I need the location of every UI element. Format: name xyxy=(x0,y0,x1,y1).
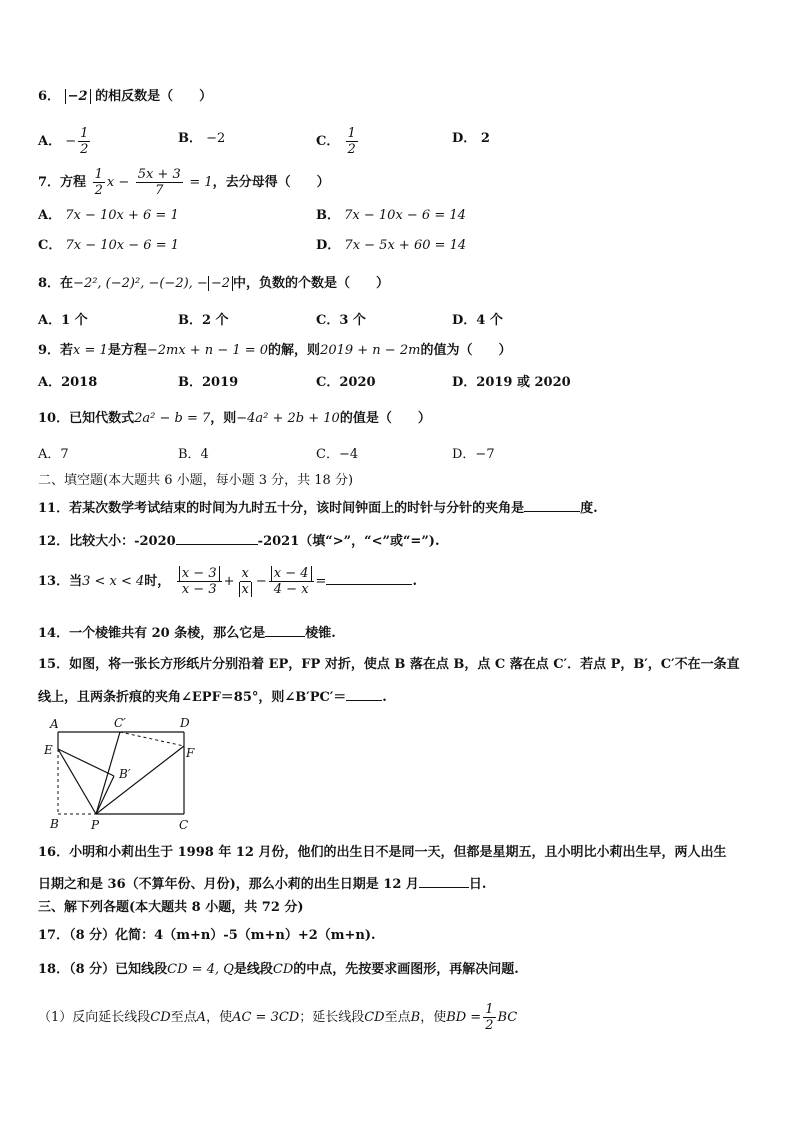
option-label: B． xyxy=(316,208,340,223)
q18-number: 18．（8 分）已知线段 xyxy=(38,962,168,977)
q9-option-a: A．2018 xyxy=(38,375,98,390)
q13-fraction-3 xyxy=(269,566,314,597)
eq: AC = 3CD xyxy=(232,1010,300,1025)
option-label: D． xyxy=(316,238,341,253)
q14-answer-blank[interactable] xyxy=(265,622,305,637)
q6-option-d xyxy=(452,129,490,149)
value: 7x − 10x − 6 = 1 xyxy=(65,238,179,253)
label-f: F xyxy=(186,746,195,760)
q14 xyxy=(38,622,336,644)
label-e: E xyxy=(44,743,53,757)
q18-1-pre: （1）反向延长线段 xyxy=(38,1010,151,1025)
abs: x − 3 xyxy=(179,566,220,581)
q10-option-c: C．−4 xyxy=(316,447,359,462)
seg: CD xyxy=(364,1010,385,1025)
q18-given: CD = 4, Q xyxy=(167,962,234,977)
q11-answer-blank[interactable] xyxy=(524,497,580,512)
num: 1 xyxy=(347,126,356,141)
q6-option-b xyxy=(178,129,225,149)
q6-number: 6． xyxy=(38,89,61,104)
q16-line2 xyxy=(38,873,486,895)
q16-post: 日. xyxy=(468,877,487,892)
q6-c-fraction xyxy=(346,126,358,157)
q10-given: 2a² − b = 7 xyxy=(134,411,211,426)
den: 4 − x xyxy=(273,582,309,597)
q10-option-a: A．7 xyxy=(38,447,69,462)
num: 1 xyxy=(485,1002,494,1017)
option-label: D． xyxy=(452,131,477,146)
q15-line2 xyxy=(38,686,387,708)
q9-stem xyxy=(38,341,511,361)
label-d: D xyxy=(180,716,190,730)
q9-mid2: 的解，则 xyxy=(268,343,321,358)
q12-answer-blank[interactable] xyxy=(176,530,258,545)
q8-option-c: C．3 个 xyxy=(316,313,366,328)
q7-option-b xyxy=(316,206,466,226)
den: 2 xyxy=(485,1018,494,1033)
section-heading-fill-in: 二、填空题(本大题共 6 小题，每小题 3 分，共 18 分) xyxy=(38,473,354,488)
value: 7x − 10x − 6 = 14 xyxy=(344,208,466,223)
q7-option-d xyxy=(316,236,466,256)
text: 至点 xyxy=(384,1010,411,1025)
q13-range: 3 < x < 4 xyxy=(82,574,145,589)
option-label: C． xyxy=(316,134,340,149)
eq: BD = xyxy=(446,1010,482,1025)
q8-stem-text: 中，负数的个数是（ ） xyxy=(233,276,390,291)
value: 7x − 10x + 6 = 1 xyxy=(65,208,179,223)
q9-number: 9．若 xyxy=(38,343,74,358)
point: A xyxy=(196,1010,207,1025)
q9-eqn: −2mx + n − 1 = 0 xyxy=(146,343,269,358)
q7-option-c xyxy=(38,236,179,256)
q10-option-d: D．−7 xyxy=(452,447,495,462)
q12-post: -2021（填“>”，“<”或“=”). xyxy=(257,534,440,549)
fold-fp xyxy=(96,746,184,814)
q8-stem xyxy=(38,274,389,294)
q7-number: 7．方程 xyxy=(38,175,87,190)
text: ，使 xyxy=(206,1010,233,1025)
q7-x: x − xyxy=(106,175,130,190)
q6-stem-text: 的相反数是（ ） xyxy=(95,89,213,104)
q8-option-d: D．4 个 xyxy=(452,313,503,328)
q6-abs-value: −2 xyxy=(65,89,91,104)
q16-line1: 16．小明和小莉出生于 1998 年 12 月份，他们的出生日不是同一天，但都是星期五，且小明比小莉出生早，两人出生 xyxy=(38,845,727,860)
q9-expr: 2019 + n − 2m xyxy=(320,343,421,358)
edge-c-prime-f-dashed xyxy=(120,732,184,746)
q12 xyxy=(38,530,439,552)
q16-text: 日期之和是 36（不算年份、月份)，那么小莉的出生日期是 12 月 xyxy=(38,877,419,892)
q9-option-b: B．2019 xyxy=(178,375,239,390)
num: 1 xyxy=(80,126,89,141)
q14-text: 14．一个棱锥共有 20 条棱，那么它是 xyxy=(38,626,266,641)
num xyxy=(177,566,222,582)
label-a: A xyxy=(50,717,59,731)
q10-stem xyxy=(38,409,431,429)
option-label: C． xyxy=(38,238,62,253)
minus: − xyxy=(255,574,267,589)
q13-fraction-2 xyxy=(237,566,254,597)
option-label: A． xyxy=(38,134,62,149)
q15-figure xyxy=(44,714,204,834)
q13-number: 13．当 xyxy=(38,574,83,589)
den: 2 xyxy=(347,142,356,157)
q17: 17．（8 分）化简：4（m+n）-5（m+n）+2（m+n). xyxy=(38,928,376,943)
option-label: B． xyxy=(178,131,202,146)
q13-answer-blank[interactable] xyxy=(326,570,412,585)
q18-1-fraction xyxy=(483,1002,495,1033)
q13-fraction-1 xyxy=(177,566,222,597)
q16-answer-blank[interactable] xyxy=(419,873,469,888)
plus: + xyxy=(223,574,235,589)
q15-answer-blank[interactable] xyxy=(346,686,382,701)
q8-option-b: B．2 个 xyxy=(178,313,229,328)
q9-option-d: D．2019 或 2020 xyxy=(452,375,571,390)
q14-post: 棱锥. xyxy=(305,626,336,641)
q10-option-b: B．4 xyxy=(178,447,209,462)
q11 xyxy=(38,497,598,519)
den: x − 3 xyxy=(181,582,217,597)
q7-eq: = 1 xyxy=(189,175,213,190)
edge-c-prime-p xyxy=(96,732,120,814)
q7-stem xyxy=(38,167,330,198)
q18-post: 的中点，先按要求画图形，再解决问题. xyxy=(293,962,519,977)
q9-option-c: C．2020 xyxy=(316,375,376,390)
q18 xyxy=(38,960,519,980)
label-b-prime: B′ xyxy=(119,767,131,781)
q18-mid: 是线段 xyxy=(233,962,273,977)
den: 2 xyxy=(80,142,89,157)
num: 1 xyxy=(94,167,103,182)
text: ；延长线段 xyxy=(299,1010,365,1025)
q11-post: 度. xyxy=(580,501,598,516)
q10-stem-text: 的值是（ ） xyxy=(339,411,431,426)
sign: − xyxy=(65,134,77,149)
q8-abs: −2 xyxy=(208,276,233,291)
q8-expr: −2², (−2)², −(−2), − xyxy=(73,276,208,291)
q18-part1 xyxy=(38,1002,517,1033)
num: x xyxy=(241,566,249,581)
text: ，使 xyxy=(420,1010,447,1025)
q8-option-a: A．1 个 xyxy=(38,313,88,328)
q6-option-c xyxy=(316,126,360,157)
q12-text: 12．比较大小：-2020 xyxy=(38,534,176,549)
den: 7 xyxy=(155,183,164,198)
q9-mid1: 是方程 xyxy=(107,343,147,358)
value: 7x − 5x + 60 = 14 xyxy=(344,238,467,253)
q11-text: 11．若某次数学考试结束的时间为九时五十分，该时间钟面上的时针与分针的夹角是 xyxy=(38,501,525,516)
q9-stem-text: 的值为（ ） xyxy=(420,343,512,358)
option-label: A． xyxy=(38,208,62,223)
q10-mid: ，则 xyxy=(210,411,237,426)
section-heading-solve: 三、解下列各题(本大题共 8 小题，共 72 分) xyxy=(38,900,304,915)
q15-line1: 15．如图，将一张长方形纸片分别沿着 EP，FP 对折，使点 B 落在点 B，点 C 落在点 C′．若点 P，B′，C′不在一条直 xyxy=(38,657,740,672)
q8-number: 8．在 xyxy=(38,276,74,291)
q15-text: 线上，且两条折痕的夹角∠EPF＝85°，则∠B′PC′＝ xyxy=(38,690,347,705)
label-b: B xyxy=(50,817,59,831)
q7-option-a xyxy=(38,206,179,226)
q13-mid: 时， xyxy=(144,574,171,589)
q10-number: 10．已知代数式 xyxy=(38,411,135,426)
value: 2 xyxy=(480,131,490,146)
point: B xyxy=(410,1010,421,1025)
label-c: C xyxy=(179,818,189,832)
value: −2 xyxy=(206,131,226,146)
text: 至点 xyxy=(170,1010,197,1025)
q7-stem-text: ，去分母得（ ） xyxy=(212,175,330,190)
q6-a-fraction xyxy=(78,126,90,157)
q10-expr: −4a² + 2b + 10 xyxy=(236,411,340,426)
den: 2 xyxy=(94,183,103,198)
abs: x − 4 xyxy=(271,566,312,581)
num xyxy=(269,566,314,582)
q9-cond: x = 1 xyxy=(73,343,108,358)
q18-seg: CD xyxy=(272,962,294,977)
q6-stem xyxy=(38,87,212,107)
q15-post: . xyxy=(382,690,387,705)
eq: = xyxy=(315,574,327,589)
q6-option-a xyxy=(38,126,92,157)
label-c-prime: C′ xyxy=(114,716,126,730)
q7-fraction-2 xyxy=(136,167,183,198)
abs: x xyxy=(239,582,252,597)
eq: BC xyxy=(497,1010,518,1025)
seg: CD xyxy=(150,1010,171,1025)
den xyxy=(237,582,254,597)
label-p: P xyxy=(91,818,100,832)
q13 xyxy=(38,566,417,597)
q13-post: . xyxy=(412,574,417,589)
num: 5x + 3 xyxy=(137,167,181,182)
q7-fraction-1 xyxy=(93,167,105,198)
